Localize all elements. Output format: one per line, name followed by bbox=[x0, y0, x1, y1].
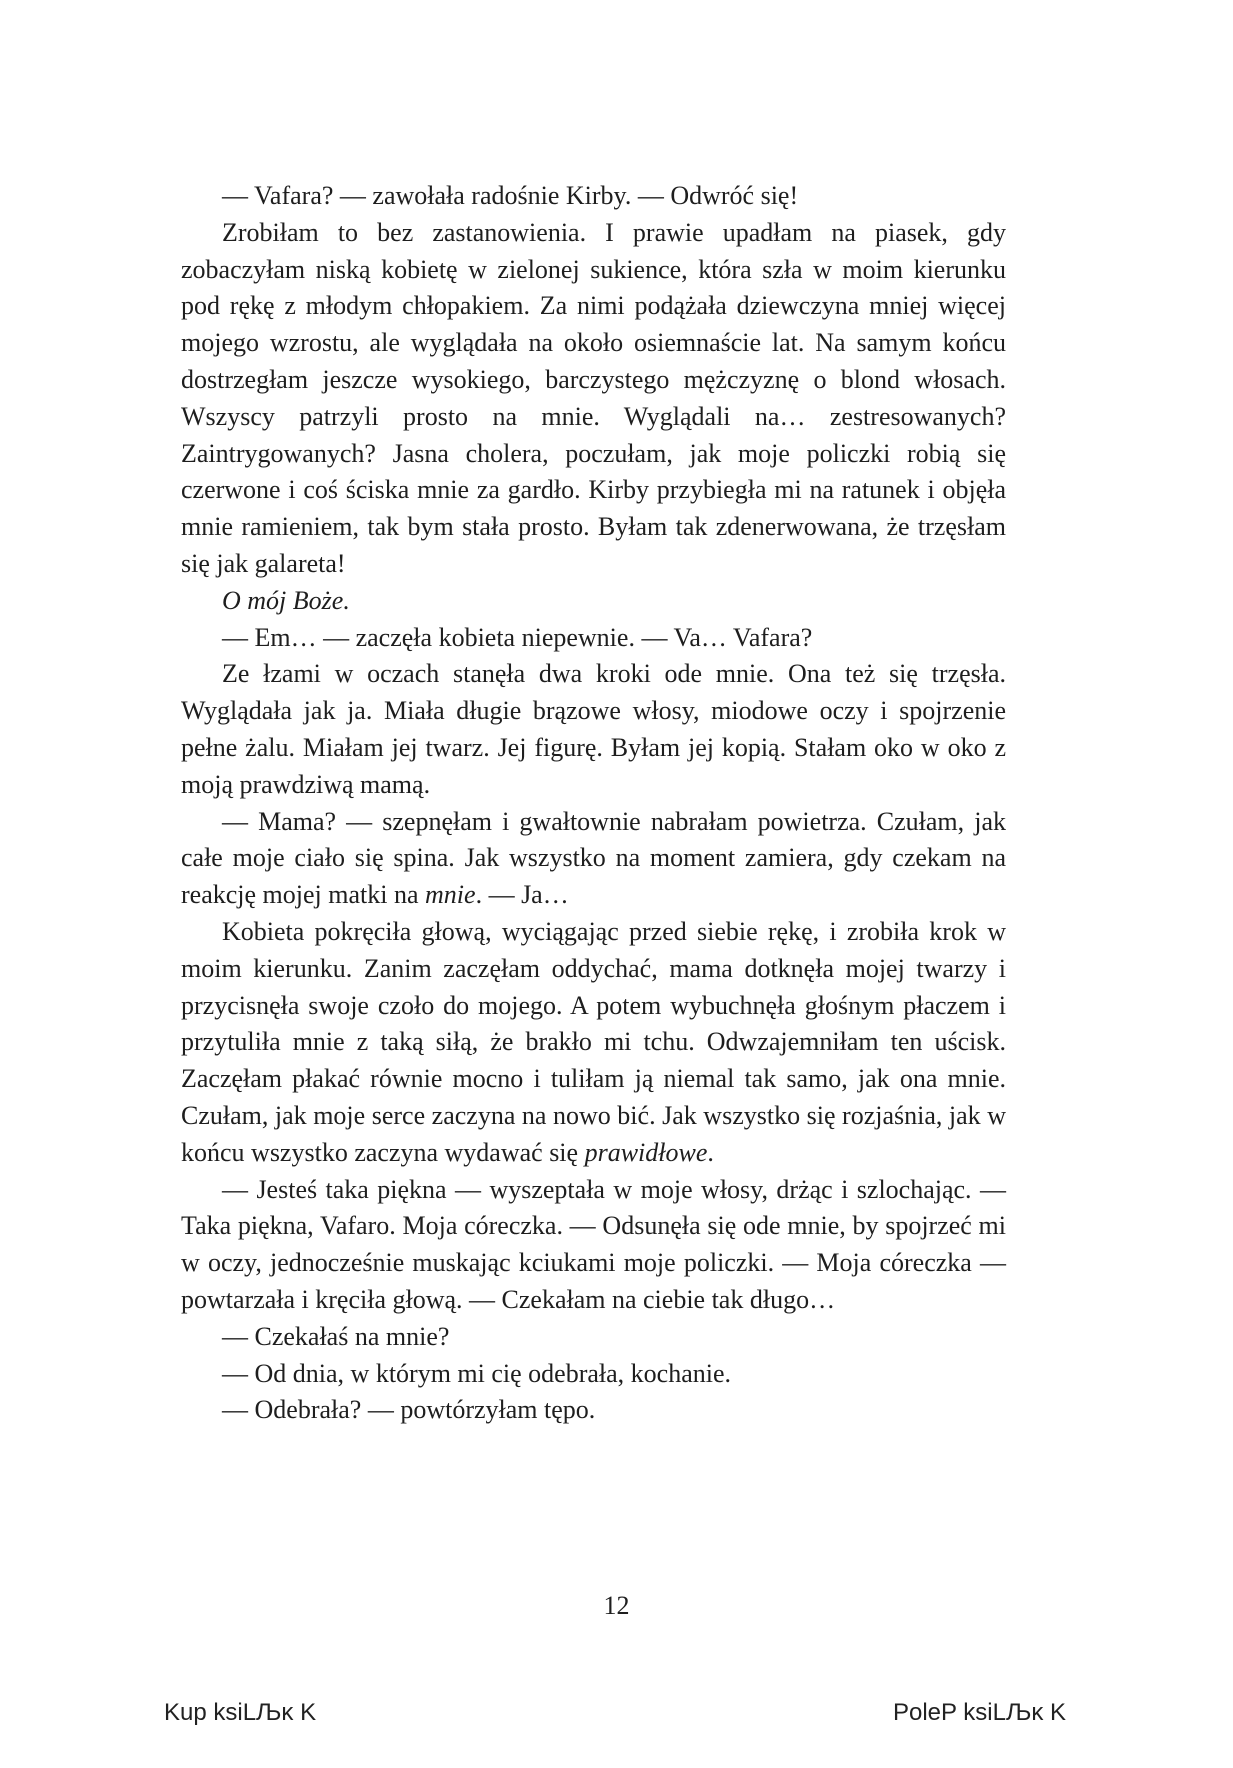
paragraph: Zrobiłam to bez zastanowienia. I prawie upadłam na piasek, gdy zobaczyłam niską kobietę w zielonej sukience, która szła w moim kierunku pod rękę z młodym chłopakiem. Za nimi podążała dziewczyna mniej więcej mojego wzrostu, ale wyglądała na około osiemnaście lat. Na samym końcu dostrzegłam jeszcze wysokiego, barczystego mężczyznę o blond włosach. Wszyscy patrzyli prosto na mnie. Wyglądali na… zestresowanych? Zaintrygowanych? Jasna cholera, poczułam, jak moje policzki robią się czerwone i coś ściska mnie za gardło. Kirby przybiegła mi na ratunek i objęła mnie ramieniem, tak bym stała prosto. Byłam tak zdenerwowana, że trzęsłam się jak galareta! bbox=[181, 217, 1006, 578]
paragraph: — Em… — zaczęła kobieta niepewnie. — Va… Vafara? bbox=[222, 622, 813, 652]
paragraph: — Mama? — szepnęłam i gwałtownie nabrałam powietrza. Czułam, jak całe moje ciało się spina. Jak wszystko na moment zamiera, gdy czekam na reakcję mojej matki na mnie. — Ja… bbox=[181, 806, 1006, 910]
emphasis: mnie bbox=[425, 880, 476, 910]
paragraph: Kobieta pokręciła głową, wyciągając przed siebie rękę, i zrobiła krok w moim kierunku. Zanim zaczęłam oddychać, mama dotknęła mojej twarzy i przycisnęła swoje czoło do mojego. A potem wybuchnęła głośnym płaczem i przytuliła mnie z taką siłą, że brakło mi tchu. Odwzajemniłam ten uścisk. Zaczęłam płakać równie mocno i tuliłam ją niemal tak samo, jak ona mnie. Czułam, jak moje serce zaczyna na nowo bić. Jak wszystko się rozjaśnia, jak w końcu wszystko zaczyna wydawać się prawidłowe. bbox=[181, 916, 1006, 1167]
paragraph: — Odebrała? — powtórzyłam tępo. bbox=[222, 1395, 596, 1425]
paragraph: — Jesteś taka piękna — wyszeptała w moje włosy, drżąc i szlochając. — Taka piękna, Vafaro. Moja córeczka. — Odsunęła się ode mnie, by spojrzeć mi w oczy, jednocześnie muskając kciukami moje policzki. — Moja córeczka — powtarzała i kręciła głową. — Czekałam na ciebie tak długo… bbox=[181, 1174, 1006, 1314]
paragraph: — Vafara? — zawołała radośnie Kirby. — Odwróć się! bbox=[222, 181, 799, 210]
recommend-book-link[interactable]: PoleP ksiLЉĸ K bbox=[892, 1699, 1066, 1726]
buy-book-link[interactable]: Kup ksiLЉĸ K bbox=[164, 1699, 317, 1726]
paragraph: Ze łzami w oczach stanęła dwa kroki ode mnie. Ona też się trzęsła. Wyglądała jak ja. Miała długie brązowe włosy, miodowe oczy i spojrzenie pełne żalu. Miałam jej twarz. Jej figurę. Byłam jej kopią. Stałam oko w oko z moją prawdziwą mamą. bbox=[181, 659, 1006, 799]
emphasis: prawidłowe bbox=[584, 1137, 708, 1167]
paragraph: — Od dnia, w którym mi cię odebrała, kochanie. bbox=[222, 1358, 732, 1388]
paragraph bbox=[181, 583, 1006, 620]
body-text bbox=[181, 178, 1006, 1429]
emphasis: O mój Boże. bbox=[222, 585, 350, 615]
page-number: 12 bbox=[603, 1591, 630, 1620]
paragraph: — Czekałaś na mnie? bbox=[222, 1321, 450, 1351]
